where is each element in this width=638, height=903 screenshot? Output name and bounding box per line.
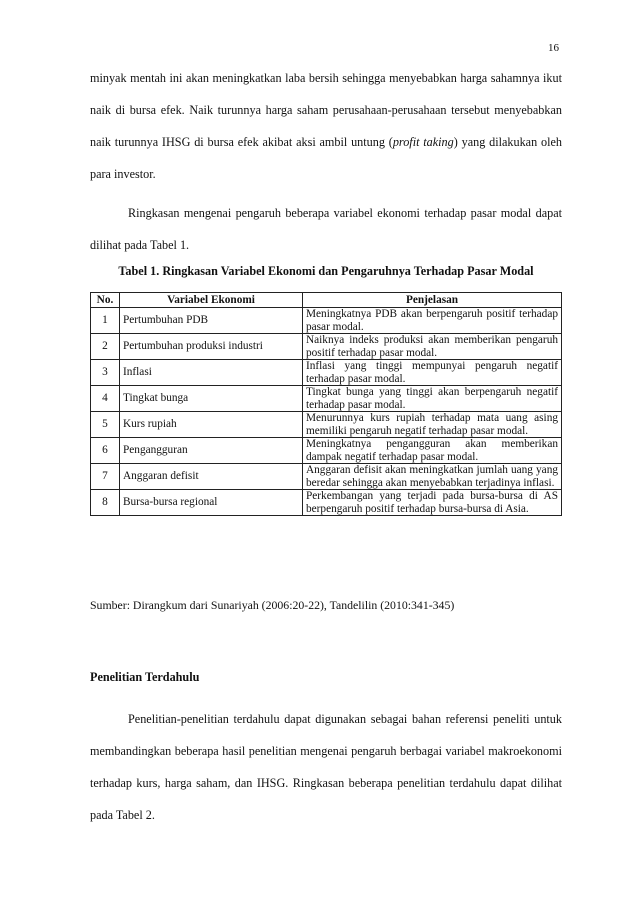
paragraph-prior-research: Penelitian-penelitian terdahulu dapat digunakan sebagai bahan referensi peneliti untuk membandingkan beberapa hasil penelitian mengenai pengaruh berbagai variabel makroekonomi terhadap kurs, harga saham, dan IHSG. Ringkasan beberapa penelitian terdahulu dapat dilihat pada Tabel 2. <box>90 712 562 822</box>
cell-variable: Pertumbuhan produksi industri <box>120 334 303 360</box>
paragraph-text: ) yang dilakukan oleh para investor. <box>90 135 562 181</box>
cell-description: Meningkatnya pengangguran akan memberikan dampak negatif terhadap pasar modal. <box>303 438 562 464</box>
table-header-row <box>91 293 562 308</box>
cell-variable: Kurs rupiah <box>120 412 303 438</box>
table-row <box>91 412 562 438</box>
cell-no: 6 <box>91 438 120 464</box>
table-row <box>91 490 562 516</box>
paragraph-table-intro: Ringkasan mengenai pengaruh beberapa variabel ekonomi terhadap pasar modal dapat dilihat pada Tabel 1. <box>90 206 562 252</box>
cell-description: Anggaran defisit akan meningkatkan jumlah uang yang beredar sehingga akan menyebabkan terjadinya inflasi. <box>303 464 562 490</box>
table-row <box>91 438 562 464</box>
page-number: 16 <box>548 42 559 54</box>
paragraph-text: minyak mentah ini akan meningkatkan laba bersih sehingga menyebabkan harga sahamnya ikut naik di bursa efek. Naik turunnya harga saham perusahaan-perusahaan tersebut menyebabkan naik turunnya IHSG di bursa efek akibat aksi ambil untung ( <box>90 71 562 149</box>
italic-term: profit taking <box>392 135 454 149</box>
cell-description: Tingkat bunga yang tinggi akan berpengaruh negatif terhadap pasar modal. <box>303 386 562 412</box>
cell-variable: Pertumbuhan PDB <box>120 308 303 334</box>
cell-variable: Tingkat bunga <box>120 386 303 412</box>
cell-description: Naiknya indeks produksi akan memberikan pengaruh positif terhadap pasar modal. <box>303 334 562 360</box>
table-row <box>91 308 562 334</box>
table-row <box>91 464 562 490</box>
cell-description: Inflasi yang tinggi mempunyai pengaruh negatif terhadap pasar modal. <box>303 360 562 386</box>
table-caption: Tabel 1. Ringkasan Variabel Ekonomi dan Pengaruhnya Terhadap Pasar Modal <box>118 264 534 278</box>
cell-variable: Anggaran defisit <box>120 464 303 490</box>
cell-variable: Bursa-bursa regional <box>120 490 303 516</box>
cell-description: Menurunnya kurs rupiah terhadap mata uang asing memiliki pengaruh negatif terhadap pasar modal. <box>303 412 562 438</box>
cell-no: 1 <box>91 308 120 334</box>
table-source: Sumber: Dirangkum dari Sunariyah (2006:20-22), Tandelilin (2010:341-345) <box>90 598 455 612</box>
cell-description: Perkembangan yang terjadi pada bursa-bursa di AS berpengaruh positif terhadap bursa-bursa di Asia. <box>303 490 562 516</box>
table-row <box>91 360 562 386</box>
cell-no: 3 <box>91 360 120 386</box>
cell-no: 4 <box>91 386 120 412</box>
table-row <box>91 386 562 412</box>
column-header-description: Penjelasan <box>303 293 562 308</box>
section-heading: Penelitian Terdahulu <box>90 670 200 684</box>
cell-no: 8 <box>91 490 120 516</box>
paragraph-oil-price-effect <box>90 62 562 190</box>
cell-variable: Pengangguran <box>120 438 303 464</box>
cell-no: 7 <box>91 464 120 490</box>
cell-no: 5 <box>91 412 120 438</box>
column-header-no: No. <box>91 293 120 308</box>
cell-variable: Inflasi <box>120 360 303 386</box>
economic-variables-table <box>90 292 562 516</box>
column-header-variable: Variabel Ekonomi <box>120 293 303 308</box>
cell-no: 2 <box>91 334 120 360</box>
table-row <box>91 334 562 360</box>
cell-description: Meningkatnya PDB akan berpengaruh positif terhadap pasar modal. <box>303 308 562 334</box>
